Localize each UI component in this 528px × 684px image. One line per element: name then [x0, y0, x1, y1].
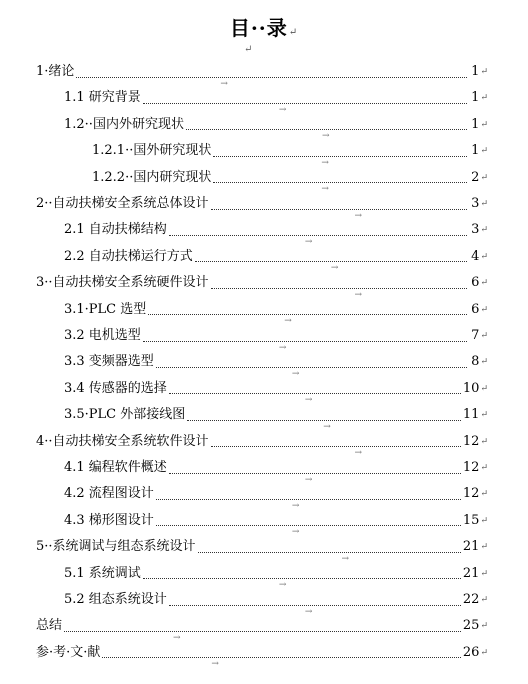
toc-entry[interactable] — [64, 352, 488, 379]
tab-arrow-icon: → — [278, 342, 287, 353]
toc-entry[interactable] — [64, 590, 488, 617]
toc-dot-leader — [143, 341, 468, 353]
paragraph-mark-icon: ↵ — [480, 357, 488, 368]
tab-arrow-icon: → — [354, 448, 363, 459]
paragraph-mark-icon: ↵ — [480, 542, 488, 553]
toc-entry-label: 1.2.2··国内研究现状 — [92, 169, 212, 185]
toc-entry-label: 5.1 系统调试 — [64, 565, 141, 581]
toc-page-number: 12 — [462, 433, 480, 449]
toc-page-number: 1 — [471, 143, 480, 159]
tab-arrow-icon: → — [220, 78, 228, 89]
toc-entry-label: 3.3 变频器选型 — [64, 354, 154, 370]
toc-entry[interactable] — [36, 537, 488, 564]
toc-dot-leader — [156, 499, 461, 511]
toc-entry[interactable] — [36, 194, 488, 221]
toc-page-number: 6 — [471, 275, 480, 291]
toc-entry[interactable] — [64, 88, 488, 115]
toc-entry-label: 3.1·PLC 选型 — [64, 301, 147, 317]
tab-arrow-icon: → — [341, 553, 350, 564]
toc-entry[interactable] — [64, 564, 488, 591]
toc-page-number: 22 — [462, 592, 480, 607]
paragraph-mark-icon: ↵ — [480, 146, 488, 157]
tab-arrow-icon: → — [304, 395, 313, 406]
tab-arrow-icon: → — [278, 580, 287, 591]
paragraph-mark-icon: ↵ — [480, 410, 488, 421]
toc-entry-label: 3··自动扶梯安全系统硬件设计 — [36, 275, 209, 291]
paragraph-mark-icon: ↵ — [480, 331, 488, 341]
paragraph-mark-icon: ↵ — [480, 647, 488, 658]
toc-page-number: 1 — [471, 64, 480, 79]
toc-entry[interactable] — [64, 115, 488, 142]
toc-entry[interactable] — [92, 141, 488, 168]
toc-entry-label: 4.3 梯形图设计 — [64, 512, 154, 528]
paragraph-mark-icon: ↵ — [480, 278, 488, 289]
paragraph-mark-icon: ↵ — [480, 67, 488, 77]
paragraph-mark-icon: ↵ — [480, 595, 488, 605]
toc-dot-leader — [143, 103, 468, 115]
toc-entry-label: 总结 — [36, 618, 63, 634]
toc-page-number: 7 — [471, 328, 480, 343]
toc-entry-label: 3.4 传感器的选择 — [64, 380, 167, 396]
tab-arrow-icon: → — [354, 210, 363, 221]
paragraph-mark-icon: ↵ — [480, 251, 488, 262]
tab-arrow-icon: → — [304, 606, 313, 617]
toc-entry-label: 1.2··国内外研究现状 — [64, 116, 184, 132]
toc-entry[interactable] — [36, 273, 488, 300]
toc-page-number: 12 — [462, 486, 480, 502]
toc-page-number: 25 — [462, 618, 480, 634]
toc-entry-label: 1.2.1··国外研究现状 — [92, 143, 212, 159]
tab-arrow-icon: → — [321, 157, 329, 168]
tab-arrow-icon: → — [291, 368, 300, 379]
paragraph-mark-icon: ↵ — [480, 515, 488, 526]
toc-page-number: 15 — [462, 512, 480, 528]
toc-page-number: 1 — [471, 90, 480, 106]
toc-dot-leader — [213, 182, 467, 195]
toc-entry-label: 3.2 电机选型 — [64, 328, 141, 343]
toc-entry[interactable] — [92, 168, 488, 195]
toc-entry[interactable] — [64, 300, 488, 327]
toc-dot-leader — [198, 552, 461, 564]
paragraph-mark-icon: ↵ — [480, 93, 488, 104]
toc-title — [0, 12, 528, 41]
toc-page-number: 4 — [471, 248, 480, 264]
toc-page-number: 21 — [462, 539, 480, 555]
toc-dot-leader — [148, 314, 467, 327]
toc-entry-label: 4.2 流程图设计 — [64, 486, 154, 502]
toc-dot-leader — [169, 393, 461, 406]
tab-arrow-icon: → — [330, 263, 339, 274]
toc-entry[interactable] — [64, 326, 488, 353]
toc-entry[interactable] — [64, 379, 488, 406]
toc-title-text: 目··录 — [229, 16, 288, 40]
toc-entry-label: 5··系统调试与组态系统设计 — [36, 539, 196, 555]
toc-entry-label: 2.2 自动扶梯运行方式 — [64, 248, 193, 264]
toc-dot-leader — [156, 367, 468, 379]
toc-dot-leader — [102, 657, 461, 670]
tab-arrow-icon: → — [173, 632, 181, 643]
toc-entry-label: 3.5·PLC 外部接线图 — [64, 407, 186, 423]
toc-entry-label: 4··自动扶梯安全系统软件设计 — [36, 433, 209, 449]
toc-entry-label: 1·绪论 — [36, 64, 75, 79]
toc-dot-leader — [169, 605, 461, 617]
toc-dot-leader — [195, 261, 468, 274]
toc-dot-leader — [169, 473, 461, 485]
paragraph-mark-icon: ↵ — [244, 44, 253, 55]
paragraph-mark-icon: ↵ — [480, 304, 488, 315]
toc-page-number: 21 — [462, 565, 480, 581]
toc-entry[interactable] — [36, 432, 488, 459]
toc-page-number: 8 — [471, 354, 480, 370]
tab-arrow-icon: → — [278, 104, 287, 115]
toc-dot-leader — [156, 525, 461, 538]
tab-arrow-icon: → — [291, 527, 300, 538]
toc-dot-leader — [211, 209, 468, 221]
tab-arrow-icon: → — [354, 289, 363, 300]
toc-entry-label: 参·考·文·献 — [36, 644, 101, 660]
tab-arrow-icon: → — [291, 500, 300, 511]
toc-entry[interactable] — [64, 247, 488, 274]
paragraph-mark-icon: ↵ — [480, 568, 488, 579]
toc-page-number: 1 — [471, 116, 480, 132]
toc-entry[interactable] — [36, 616, 488, 643]
toc-entry[interactable] — [36, 62, 488, 89]
toc-entry-label: 2.1 自动扶梯结构 — [64, 222, 167, 238]
toc-entry[interactable] — [64, 484, 488, 511]
toc-dot-leader — [187, 420, 461, 432]
toc-page-number: 26 — [462, 644, 480, 660]
toc-entry-label: 5.2 组态系统设计 — [64, 592, 167, 607]
toc-entry[interactable] — [64, 458, 488, 485]
toc-entry[interactable] — [36, 643, 488, 670]
toc-page-number: 12 — [462, 460, 480, 475]
toc-dot-leader — [143, 578, 461, 591]
paragraph-mark-icon: ↵ — [480, 225, 488, 236]
toc-entry-label: 2··自动扶梯安全系统总体设计 — [36, 196, 209, 211]
paragraph-mark-icon: ↵ — [480, 436, 488, 447]
toc-dot-leader — [169, 235, 468, 247]
tab-arrow-icon: → — [211, 659, 219, 670]
tab-arrow-icon: → — [321, 184, 329, 195]
toc-entry[interactable] — [64, 511, 488, 538]
toc-dot-leader — [211, 288, 468, 300]
tab-arrow-icon: → — [284, 316, 292, 327]
paragraph-mark-icon: ↵ — [480, 489, 488, 500]
paragraph-mark-icon: ↵ — [288, 27, 299, 38]
toc-dot-leader — [186, 129, 468, 142]
toc-page-number: 10 — [462, 380, 480, 396]
tab-arrow-icon: → — [321, 131, 330, 142]
toc-entry[interactable] — [64, 220, 488, 247]
toc-dot-leader — [76, 77, 467, 89]
paragraph-mark-icon: ↵ — [480, 463, 488, 473]
toc-page-number: 11 — [462, 407, 480, 423]
paragraph-mark-icon: ↵ — [480, 383, 488, 394]
toc-dot-leader — [213, 156, 467, 168]
paragraph-mark-icon: ↵ — [480, 199, 488, 209]
toc-entry-label: 1.1 研究背景 — [64, 90, 141, 106]
paragraph-mark-icon: ↵ — [480, 172, 488, 183]
toc-entry-label: 4.1 编程软件概述 — [64, 460, 167, 475]
toc-page-number: 2 — [471, 169, 480, 185]
toc-dot-leader — [64, 631, 461, 643]
tab-arrow-icon: → — [323, 421, 331, 432]
tab-arrow-icon: → — [304, 474, 313, 485]
paragraph-mark-icon: ↵ — [480, 621, 488, 632]
toc-page-number: 3 — [471, 196, 480, 211]
toc-dot-leader — [211, 446, 461, 459]
tab-arrow-icon: → — [304, 236, 313, 247]
toc-entry[interactable] — [64, 405, 488, 432]
toc-page-number: 3 — [471, 222, 480, 238]
paragraph-mark-icon: ↵ — [480, 119, 488, 130]
toc-page-number: 6 — [471, 301, 480, 317]
